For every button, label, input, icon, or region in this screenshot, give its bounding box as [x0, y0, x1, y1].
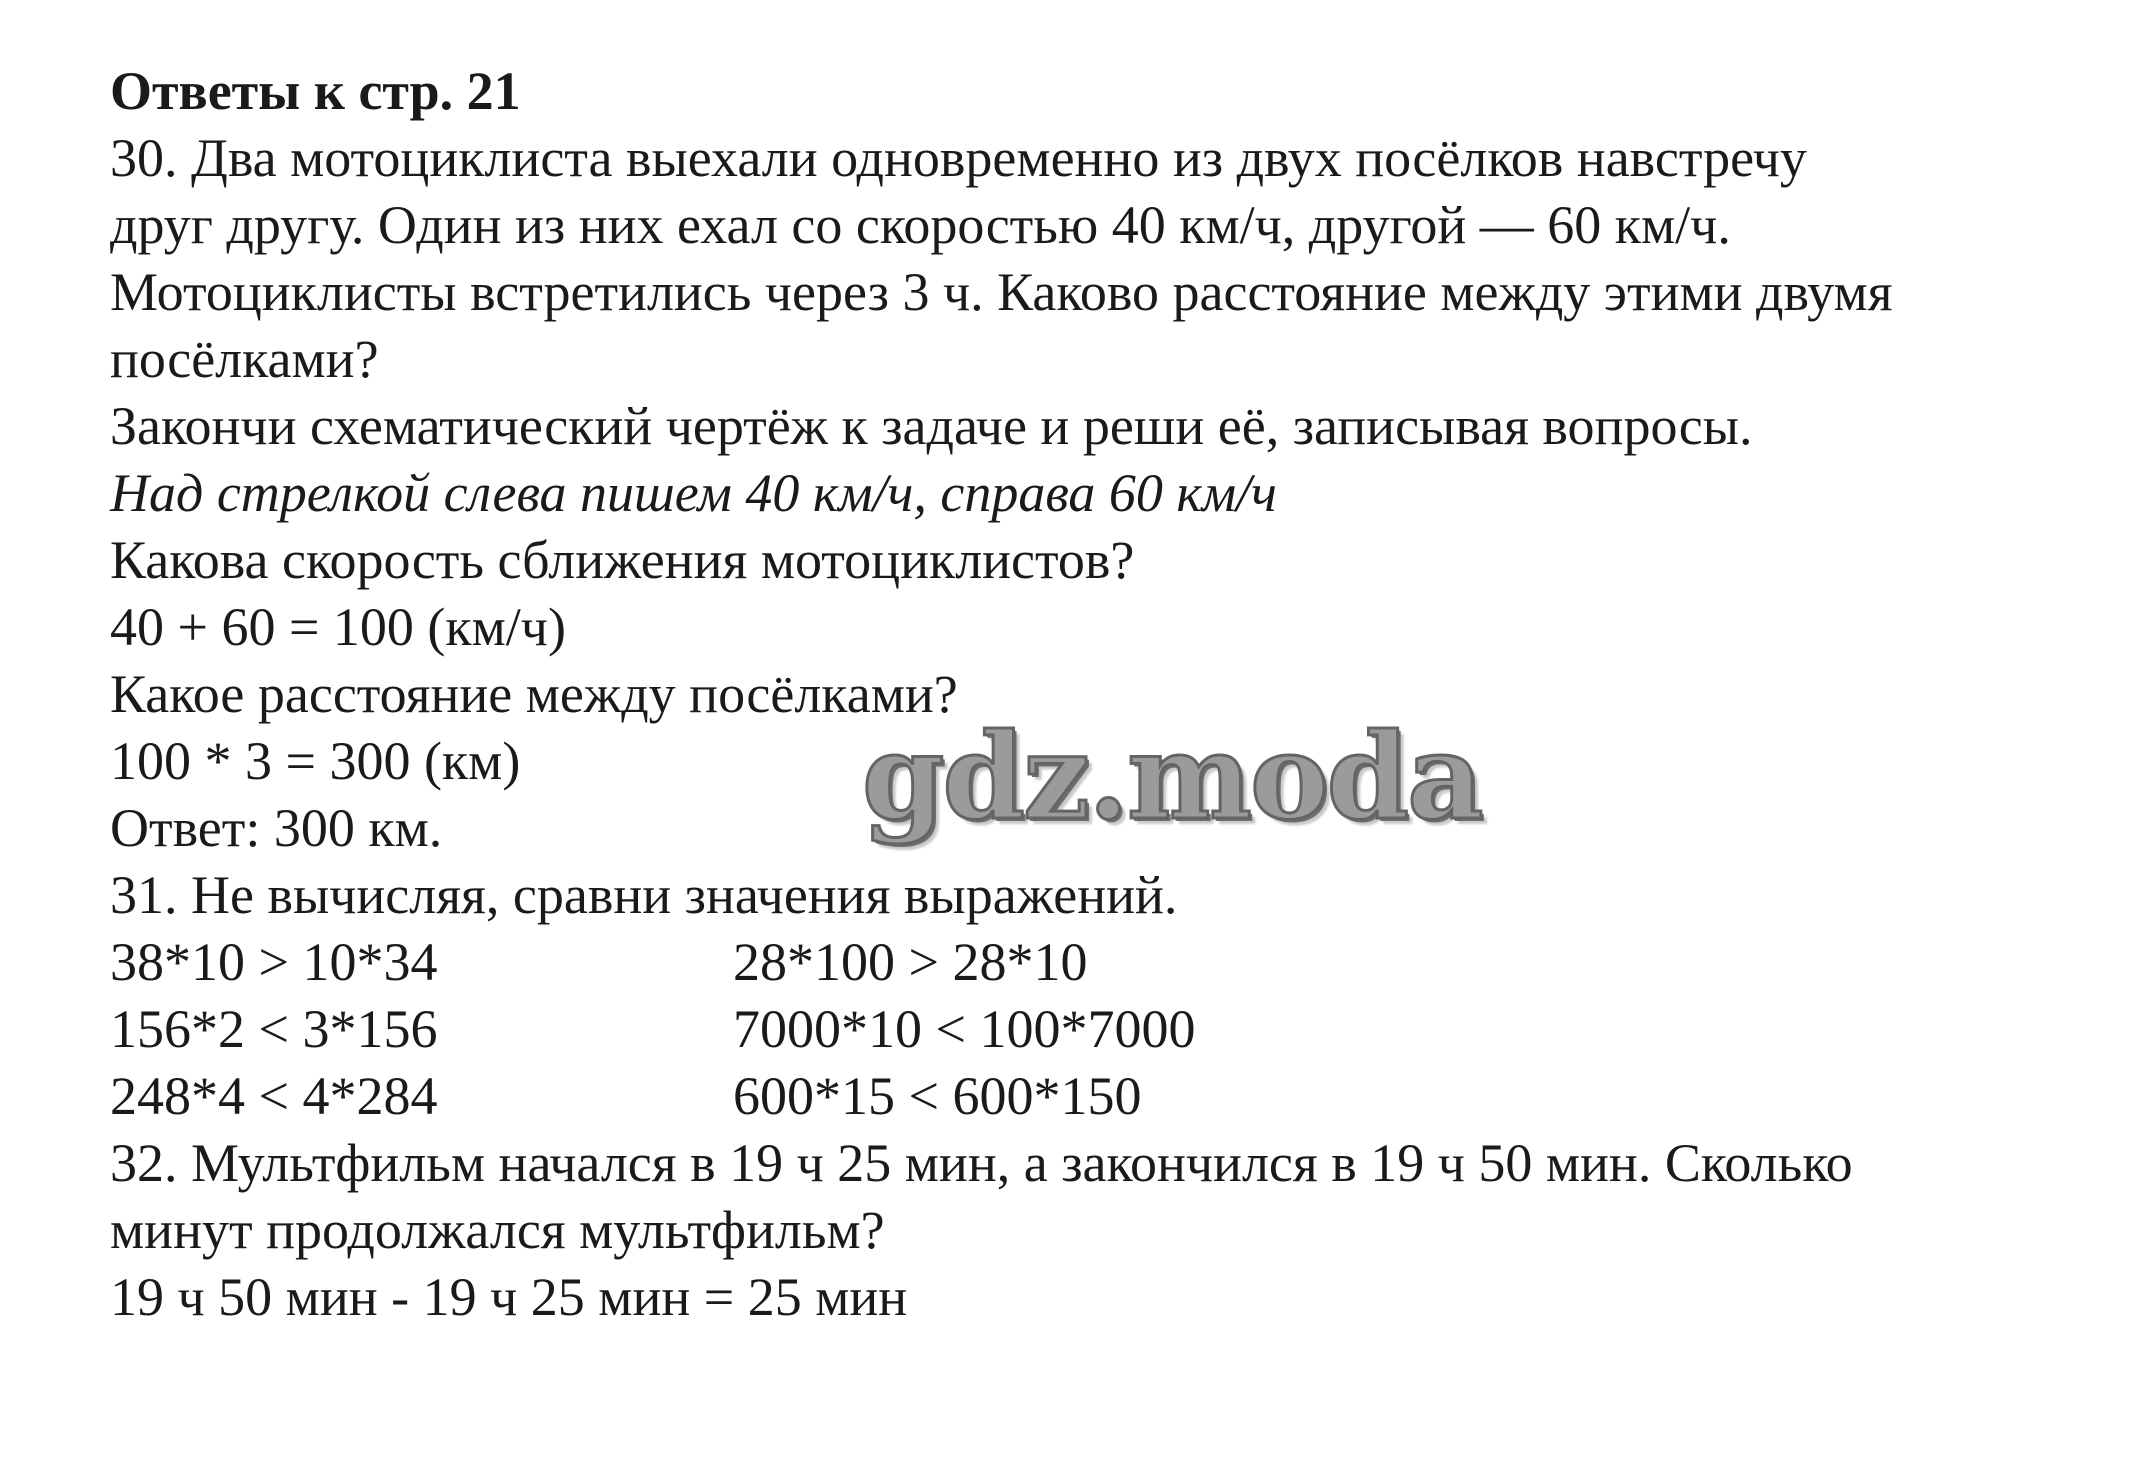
comparison-row [110, 996, 2090, 1063]
problem-30-line: 30. Два мотоциклиста выехали одновременно из двух посёлков навстречу [110, 128, 1807, 188]
problem-30-line: посёлками? [110, 329, 379, 389]
comparison-left: 38*10 > 10*34 [110, 932, 438, 992]
problem-30-line: Закончи схематический чертёж к задаче и реши её, записывая вопросы. [110, 396, 1753, 456]
problem-32-line: минут продолжался мультфильм? [110, 1200, 885, 1260]
answer-30: Ответ: 300 км. [110, 798, 443, 858]
problem-32 [110, 1130, 2090, 1331]
problem-30-line: друг другу. Один из них ехал со скоростью 40 км/ч, другой — 60 км/ч. [110, 195, 1731, 255]
problem-31 [110, 862, 2090, 1130]
answer-page [110, 58, 2090, 1331]
solution-32: 19 ч 50 мин - 19 ч 25 мин = 25 мин [110, 1267, 908, 1327]
comparison-right: 600*15 < 600*150 [733, 1066, 1142, 1126]
comparison-right: 7000*10 < 100*7000 [733, 999, 1196, 1059]
comparison-row [110, 1063, 2090, 1130]
question-2: Какое расстояние между посёлками? [110, 664, 958, 724]
comparison-left: 248*4 < 4*284 [110, 1066, 438, 1126]
comparison-row [110, 929, 2090, 996]
problem-31-statement: 31. Не вычисляя, сравни значения выражений. [110, 865, 1178, 925]
page-heading: Ответы к стр. 21 [110, 61, 521, 121]
comparison-left: 156*2 < 3*156 [110, 999, 438, 1059]
question-1: Какова скорость сближения мотоциклистов? [110, 530, 1135, 590]
italic-note: Над стрелкой слева пишем 40 км/ч, справа 60 км/ч [110, 463, 1277, 523]
solution-2: 100 * 3 = 300 (км) [110, 731, 521, 791]
watermark-logo: gdz.moda [862, 707, 1482, 846]
comparison-right: 28*100 > 28*10 [733, 932, 1088, 992]
problem-32-line: 32. Мультфильм начался в 19 ч 25 мин, а закончился в 19 ч 50 мин. Сколько [110, 1133, 1853, 1193]
solution-1: 40 + 60 = 100 (км/ч) [110, 597, 566, 657]
problem-30-line: Мотоциклисты встретились через 3 ч. Каково расстояние между этими двумя [110, 262, 1893, 322]
